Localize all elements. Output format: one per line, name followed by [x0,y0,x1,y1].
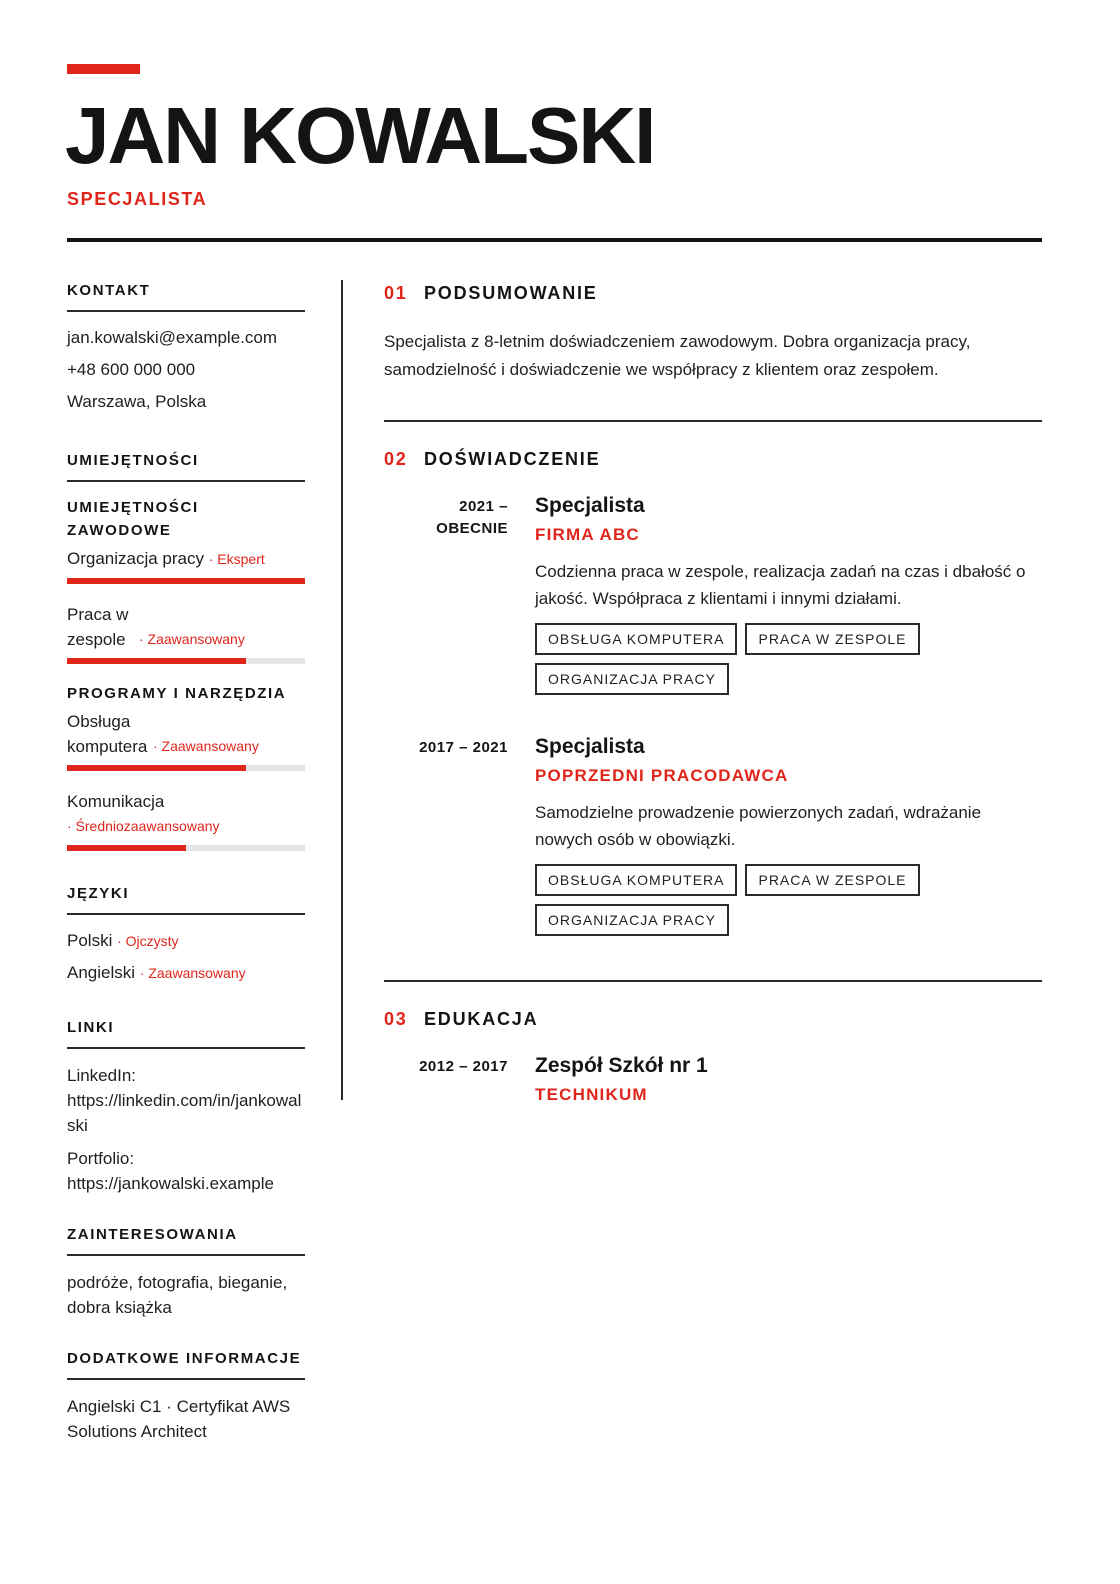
main-content [384,280,1042,1108]
skill-bar [67,578,305,584]
language-level: · Zaawansowany [139,965,246,981]
school-name: Zespół Szkół nr 1 [535,1054,708,1077]
skills-heading: UMIEJĘTNOŚCI [67,452,305,482]
accent-bar [67,64,140,74]
skill-tag: ORGANIZACJA PRACY [535,663,729,695]
skill-label: Komunikacja [67,792,165,811]
skill-item [67,709,305,771]
link-item [67,1146,305,1196]
skill-level-row [139,627,305,652]
section-title: PODSUMOWANIE [424,283,598,303]
languages-section [67,885,305,989]
linkedin-link[interactable]: https://linkedin.com/in/jankowalski [67,1091,302,1135]
skill-bar [67,845,305,851]
section-title: EDUKACJA [424,1009,539,1029]
interests-heading: ZAINTERESOWANIA [67,1226,305,1256]
interests-text: podróże, fotografia, bieganie, dobra książka [67,1273,288,1317]
job-company: POPRZEDNI PRACODAWCA [535,766,789,785]
links-heading: LINKI [67,1019,305,1049]
skill-tag: PRACA W ZESPOLE [745,623,919,655]
job-description: Codzienna praca w zespole, realizacja zadań na czas i dbałość o jakość. Współpraca z klientami i innymi działami. [535,562,1026,608]
job-date: 2021 – OBECNIE [436,498,508,537]
school-type: TECHNIKUM [535,1085,648,1104]
section-divider [384,420,1042,422]
education-section [384,1006,1042,1108]
skill-name [67,709,157,759]
summary-text: Specjalista z 8-letnim doświadczeniem zawodowym. Dobra organizacja pracy, samodzielność i doświadczenie we współpracy z klientem oraz zespołem. [384,332,971,379]
link-label: Portfolio: [67,1149,135,1168]
job-tags [535,864,1042,944]
language-name: Angielski [67,963,136,982]
section-number: 01 [384,283,408,303]
skill-tag: ORGANIZACJA PRACY [535,904,729,936]
language-name: Polski [67,931,113,950]
skill-name [67,602,147,652]
interests-section [67,1226,305,1320]
job-title: Specjalista [535,735,645,758]
skill-bar-fill [67,658,246,664]
education-body [535,1052,1042,1108]
experience-heading [384,446,1042,472]
header-divider [67,238,1042,242]
link-item [67,1063,305,1138]
candidate-name: JAN KOWALSKI [65,91,655,180]
section-title: DOŚWIADCZENIE [424,449,601,469]
contact-email[interactable]: jan.kowalski@example.com [67,328,278,347]
skill-group-title: UMIEJĘTNOŚCI ZAWODOWE [67,499,199,539]
skill-tag: OBSŁUGA KOMPUTERA [535,864,737,896]
skills-section [67,452,305,851]
section-number: 02 [384,449,408,469]
skill-tag: PRACA W ZESPOLE [745,864,919,896]
contact-phone[interactable]: +48 600 000 000 [67,360,196,379]
section-divider [384,980,1042,982]
job-description: Samodzielne prowadzenie powierzonych zadań, wdrażanie nowych osób w obowiązki. [535,803,982,849]
portfolio-link[interactable]: https://jankowalski.example [67,1174,274,1193]
skill-level: · Ekspert [208,551,265,567]
skill-level: · Średniozaawansowany [67,818,220,834]
job-company: FIRMA ABC [535,525,640,544]
languages-list [67,925,305,989]
skill-item [67,546,305,584]
sidebar [67,282,305,1474]
summary-heading [384,280,1042,306]
link-label: LinkedIn: [67,1066,136,1085]
skills-groups [67,496,305,851]
skill-item [67,789,305,851]
contact-heading: KONTAKT [67,282,305,312]
job-entry [384,492,1042,703]
education-entry [384,1052,1042,1108]
language-item [67,925,305,957]
skill-label: Praca w zespole [67,605,129,649]
job-entry [384,733,1042,944]
links-section [67,1019,305,1196]
skill-bar-fill [67,578,305,584]
job-date: 2017 – 2021 [419,739,508,756]
skill-level-row [67,814,305,839]
skill-level: · Zaawansowany [139,631,245,647]
skill-level-row [153,734,305,759]
skill-label: Obsługa komputera [67,712,148,756]
skill-bar [67,765,305,771]
additional-text: Angielski C1 · Certyfikat AWS Solutions Architect [67,1397,291,1441]
language-level: · Ojczysty [117,933,179,949]
links-list [67,1063,305,1196]
skill-group-title: PROGRAMY I NARZĘDZIA [67,685,287,702]
contact-section [67,282,305,418]
languages-heading: JĘZYKI [67,885,305,915]
column-divider [341,280,343,1100]
language-item [67,957,305,989]
skill-item [67,602,305,664]
job-body [535,492,1042,703]
skill-bar-fill [67,845,186,851]
additional-section [67,1350,305,1444]
skill-bar-fill [67,765,246,771]
section-number: 03 [384,1009,408,1029]
education-heading [384,1006,1042,1032]
summary-section [384,280,1042,384]
education-date: 2012 – 2017 [419,1058,508,1075]
contact-location: Warszawa, Polska [67,392,207,411]
skill-tag: OBSŁUGA KOMPUTERA [535,623,737,655]
skill-label: Organizacja pracy [67,549,205,568]
additional-heading: DODATKOWE INFORMACJE [67,1350,305,1380]
experience-section [384,446,1042,944]
skill-name [67,546,305,572]
candidate-role: SPECJALISTA [67,189,208,209]
skill-level: · Zaawansowany [153,738,259,754]
job-tags [535,623,1042,703]
contact-block [67,322,305,418]
job-title: Specjalista [535,494,645,517]
skill-bar [67,658,305,664]
job-body [535,733,1042,944]
